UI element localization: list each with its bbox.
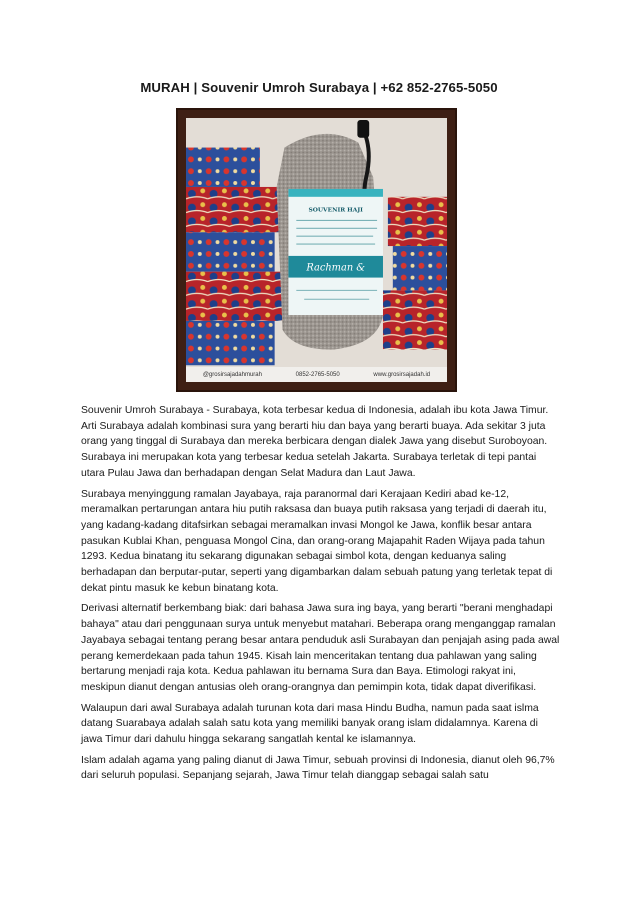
caption-phone: 0852-2765-5050 xyxy=(295,371,340,378)
product-photo xyxy=(186,118,447,382)
instagram-handle: @grosirsajadahmurah xyxy=(202,371,262,378)
paragraph-3: Derivasi alternatif berkembang biak: dari bahasa Jawa sura ing baya, yang berarti "berani menghadapi bahaya" atau dari penggunaan surya untuk menyebut matahari. Beberapa orang menganggap ramalan Jayabaya sebagai tentang perang besar antara penduduk asli Surabayan dan penjajah asing pada awal perang kemerdekaan pada tahun 1945. Kisah lain menceritakan tentang dua pahlawan yang saling bertarung menjadi raja kota. Kedua pahlawan itu bernama Sura dan Baya. Etimologi rakyat ini, meskipun dianut dengan antusias oleh orang-orangnya dan pemimpin kota, tidak dapat diverifikasi. xyxy=(81,603,560,693)
paragraph-5: Islam adalah agama yang paling dianut di Jawa Timur, sebuah provinsi di Indonesia, dianut oleh 96,7% dari seluruh populasi. Sepanjang sejarah, Jawa Timur telah dianggap sebagai salah satu xyxy=(81,754,555,782)
article-body xyxy=(81,403,561,789)
paragraph-4: Walaupun dari awal Surabaya adalah turunan kota dari masa Hindu Budha, namun pada saat islma datang Suarabaya adalah salah satu kota yang memiliki banyak orang islam didalamnya. Karena di jawa Timur dari dahulu hingga sekarang sangatlah kental ke islamannya. xyxy=(81,702,539,746)
paragraph-1: Souvenir Umroh Surabaya - Surabaya, kota terbesar kedua di Indonesia, adalah ibu kota Jawa Timur. Arti Surabaya adalah kombinasi sura yang berarti hiu dan baya yang berarti buaya. Ada sekitar 3 juta orang yang tinggal di Surabaya dan mereka berbicara dengan dialek Jawa yang disebut Suroboyoan. Surabaya ini merupakan kota yang terbesar kedua setelah Jakarta. Surabaya terletak di tepi pantai utara Pulau Jawa dan berhadapan dengan Selat Madura dan Laut Jawa. xyxy=(81,405,549,479)
label-title: SOUVENIR HAJI xyxy=(308,206,363,214)
document-title: MURAH | Souvenir Umroh Surabaya | +62 852-2765-5050 xyxy=(140,80,498,95)
caption-website: www.grosirsajadah.id xyxy=(373,371,431,378)
souvenir-photo-illustration xyxy=(186,118,447,382)
product-photo-frame xyxy=(176,108,457,392)
paragraph-2: Surabaya menyinggung ramalan Jayabaya, raja paranormal dari Kerajaan Kediri abad ke-12, meramalkan pertarungan antara hiu putih raksasa dan buaya putih raksasa yang terjadi di daerah itu, yang kadang-kadang ditafsirkan sebagai meramalkan invasi Mongol ke Jawa, konflik besar antara pasukan Kublai Khan, penguasa Mongol Cina, dan orang-orang Majapahit Raden Wijaya pada tahun 1293. Kedua binatang itu sekarang digunakan sebagai simbol kota, dengan keduanya saling berhadapan dan berputar-putar, seperti yang digambarkan dalam sebuah patung yang terletak tepat di dekat pintu masuk ke kebun binatang kota. xyxy=(81,488,553,594)
photo-caption-bar xyxy=(186,367,447,382)
label-name: Rachman & xyxy=(306,262,366,274)
